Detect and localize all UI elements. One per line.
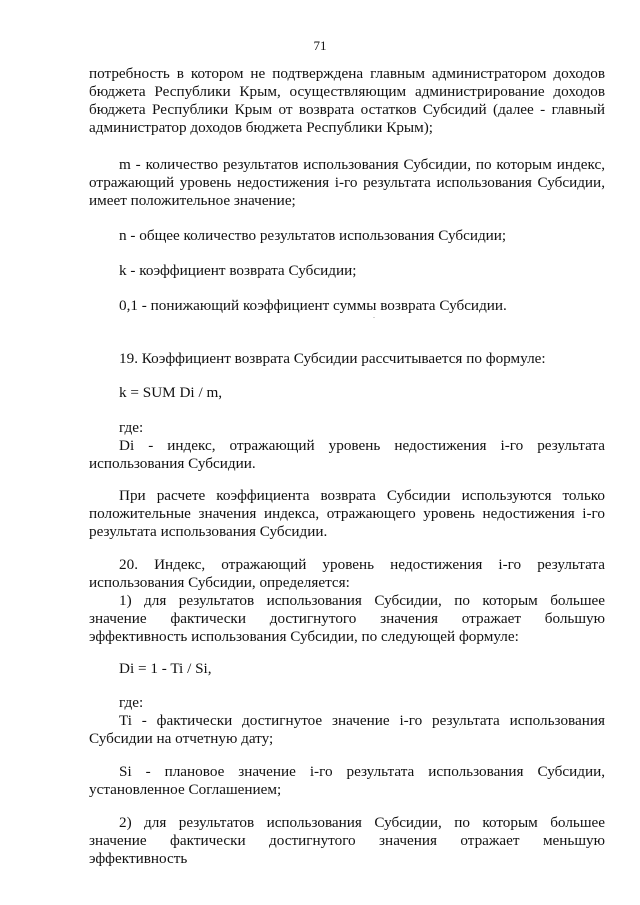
scan-speck bbox=[373, 317, 375, 318]
page-number: 71 bbox=[313, 38, 327, 53]
paragraph-k-definition: k - коэффициент возврата Субсидии; bbox=[119, 262, 357, 279]
paragraph-continuation: потребность в котором не подтверждена главным администратором доходов бюджета Республики Крым, осуществляющим администрирование доходов бюджета Республики Крым от возврата остатков Субсидий (далее - главный администратор доходов бюджета Республики Крым); bbox=[89, 65, 605, 136]
paragraph-di-definition: Di - индекс, отражающий уровень недостижения i-го результата использования Субсидии. bbox=[89, 437, 605, 472]
paragraph-m-definition: m - количество результатов использования Субсидии, по которым индекс, отражающий уровень недостижения i-го результата использования Субсидии, имеет положительное значение; bbox=[89, 156, 605, 209]
paragraph-reduction-coefficient: 0,1 - понижающий коэффициент суммы возврата Субсидии. bbox=[119, 297, 507, 314]
paragraph-positive-values: При расчете коэффициента возврата Субсидии используются только положительные значения индекса, отражающего уровень недостижения i-го результата использования Субсидии. bbox=[89, 487, 605, 540]
paragraph-si-definition: Si - плановое значение i-го результата использования Субсидии, установленное Соглашением; bbox=[89, 763, 605, 798]
where-label-2: где: bbox=[119, 694, 144, 711]
formula-di: Di = 1 - Ti / Si, bbox=[119, 660, 212, 677]
where-label-1: где: bbox=[119, 419, 144, 436]
paragraph-20-heading: 20. Индекс, отражающий уровень недостижения i-го результата использования Субсидии, определяется: bbox=[89, 556, 605, 591]
paragraph-case-1: 1) для результатов использования Субсидии, по которым большее значение фактически достигнутого значения отражает большую эффективность использования Субсидии, по следующей формуле: bbox=[89, 592, 605, 645]
formula-k: k = SUM Di / m, bbox=[119, 384, 223, 401]
paragraph-ti-definition: Ti - фактически достигнутое значение i-го результата использования Субсидии на отчетную дату; bbox=[89, 712, 605, 747]
paragraph-n-definition: n - общее количество результатов использования Субсидии; bbox=[119, 227, 507, 244]
paragraph-case-2: 2) для результатов использования Субсидии, по которым большее значение фактически достигнутого значения отражает меньшую эффективность bbox=[89, 814, 605, 867]
paragraph-19-heading: 19. Коэффициент возврата Субсидии рассчитывается по формуле: bbox=[119, 350, 546, 367]
